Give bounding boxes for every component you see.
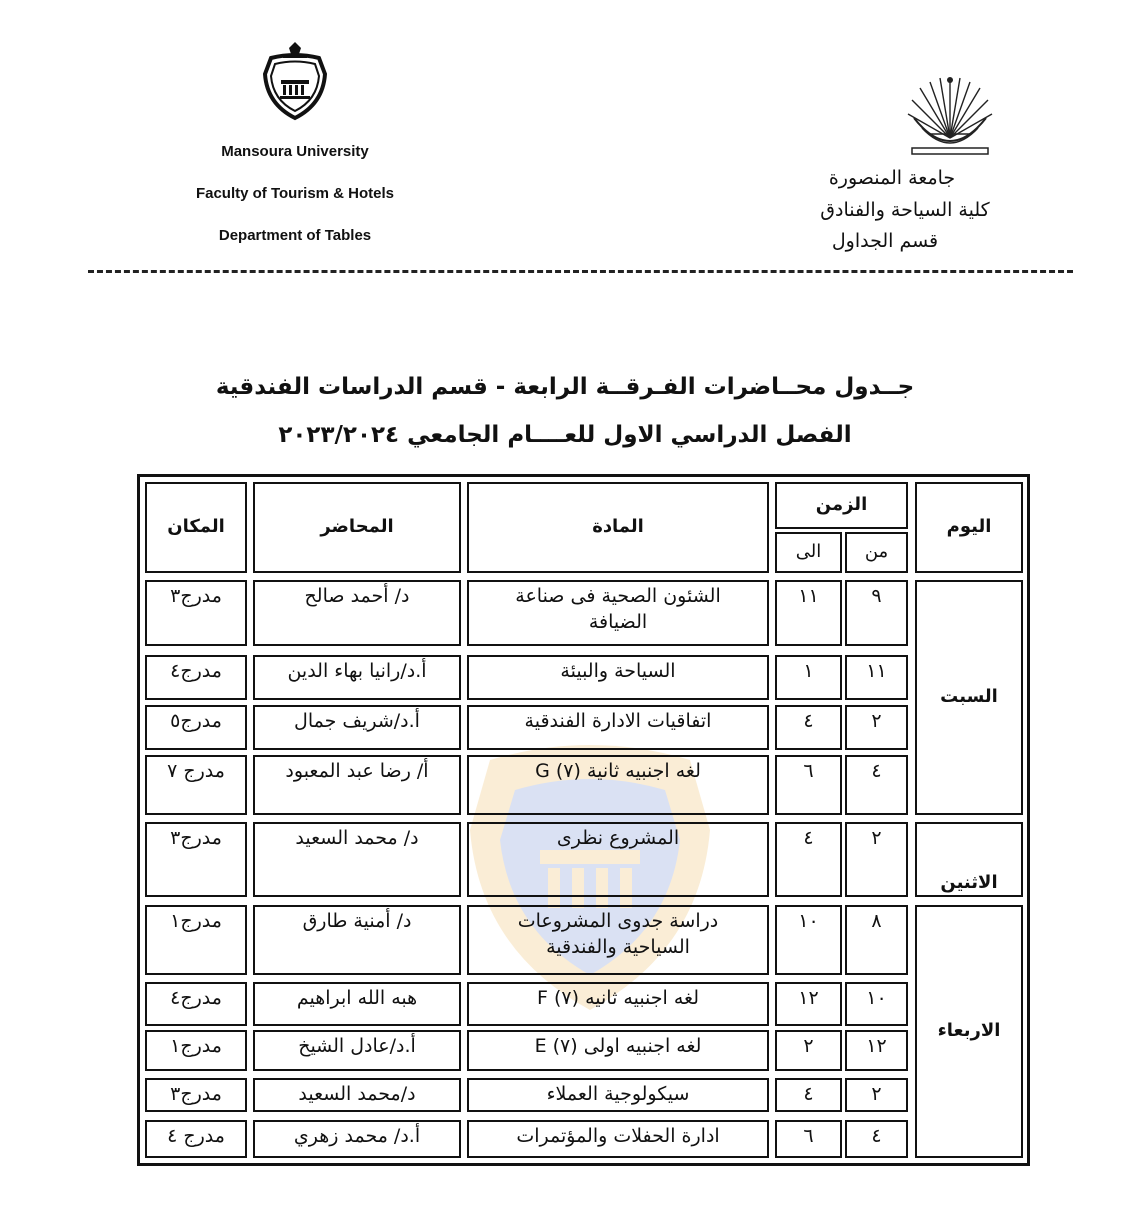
subject-cell: المشروع نظرى	[467, 822, 769, 897]
subject-cell: لغه اجنبيه ثانيه (٧) F	[467, 982, 769, 1026]
place-cell: مدرج٣	[145, 822, 247, 897]
to-cell: ١٠	[775, 905, 842, 975]
to-cell: ٤	[775, 1078, 842, 1112]
place-cell: مدرج ٧	[145, 755, 247, 815]
header-from: من	[845, 532, 908, 573]
subject-cell: لغه اجنبيه اولى (٧) E	[467, 1030, 769, 1071]
to-cell: ٤	[775, 705, 842, 750]
lecturer-cell: أ/ رضا عبد المعبود	[253, 755, 461, 815]
to-cell: ٤	[775, 822, 842, 897]
subject-cell: سيكولوجية العملاء	[467, 1078, 769, 1112]
from-cell: ٢	[845, 822, 908, 897]
from-cell: ٩	[845, 580, 908, 646]
subject-cell: اتفاقيات الادارة الفندقية	[467, 705, 769, 750]
header-arabic-department: قسم الجداول	[831, 230, 939, 252]
header-lecturer: المحاضر	[253, 482, 461, 573]
faculty-logo	[253, 40, 337, 124]
subject-cell: دراسة جدوى المشروعات السياحية والفندقية	[467, 905, 769, 975]
lecturer-cell: أ.د/ محمد زهري	[253, 1120, 461, 1158]
schedule-title: جــدول محــاضرات الفـرقــة الرابعة - قسم الدراسات الفندقية	[215, 374, 915, 400]
place-cell: مدرج١	[145, 1030, 247, 1071]
header-english-university: Mansoura University	[221, 143, 369, 160]
to-cell: ٢	[775, 1030, 842, 1071]
header-subject: المادة	[467, 482, 769, 573]
lecturer-cell: د/ محمد السعيد	[253, 822, 461, 897]
semester-title: الفصل الدراسي الاول للعــــام الجامعي ٢٠٢٣/٢٠٢٤	[278, 422, 852, 448]
header-day: اليوم	[915, 482, 1023, 573]
university-logo	[900, 68, 1000, 162]
subject-cell: لغه اجنبيه ثانية (٧) G	[467, 755, 769, 815]
day-monday: الاثنين	[915, 822, 1023, 897]
lecturer-cell: د/ أحمد صالح	[253, 580, 461, 646]
from-cell: ٤	[845, 755, 908, 815]
lecturer-cell: أ.د/عادل الشيخ	[253, 1030, 461, 1071]
from-cell: ١١	[845, 655, 908, 700]
lecturer-cell: أ.د/شريف جمال	[253, 705, 461, 750]
lecturer-cell: هبه الله ابراهيم	[253, 982, 461, 1026]
day-saturday: السبت	[915, 580, 1023, 815]
to-cell: ٦	[775, 1120, 842, 1158]
from-cell: ٢	[845, 1078, 908, 1112]
lecturer-cell: د/ أمنية طارق	[253, 905, 461, 975]
from-cell: ١٠	[845, 982, 908, 1026]
header-arabic-faculty: كلية السياحة والفنادق	[820, 199, 990, 221]
to-cell: ١	[775, 655, 842, 700]
place-cell: مدرج٤	[145, 655, 247, 700]
subject-cell: الشئون الصحية فى صناعة الضيافة	[467, 580, 769, 646]
from-cell: ٢	[845, 705, 908, 750]
subject-cell: السياحة والبيئة	[467, 655, 769, 700]
header-english-department: Department of Tables	[218, 227, 372, 244]
to-cell: ١١	[775, 580, 842, 646]
day-wednesday: الاربعاء	[915, 905, 1023, 1158]
header-to: الى	[775, 532, 842, 573]
header-english-faculty: Faculty of Tourism & Hotels	[195, 185, 395, 202]
place-cell: مدرج٣	[145, 1078, 247, 1112]
place-cell: مدرج٣	[145, 580, 247, 646]
from-cell: ٤	[845, 1120, 908, 1158]
place-cell: مدرج ٤	[145, 1120, 247, 1158]
place-cell: مدرج٥	[145, 705, 247, 750]
place-cell: مدرج٤	[145, 982, 247, 1026]
header-arabic-university: جامعة المنصورة	[828, 167, 956, 189]
header-divider	[88, 270, 1073, 273]
lecturer-cell: د/محمد السعيد	[253, 1078, 461, 1112]
lecturer-cell: أ.د/رانيا بهاء الدين	[253, 655, 461, 700]
header-time: الزمن	[775, 482, 908, 529]
to-cell: ١٢	[775, 982, 842, 1026]
place-cell: مدرج١	[145, 905, 247, 975]
to-cell: ٦	[775, 755, 842, 815]
header-place: المكان	[145, 482, 247, 573]
from-cell: ٨	[845, 905, 908, 975]
from-cell: ١٢	[845, 1030, 908, 1071]
subject-cell: ادارة الحفلات والمؤتمرات	[467, 1120, 769, 1158]
